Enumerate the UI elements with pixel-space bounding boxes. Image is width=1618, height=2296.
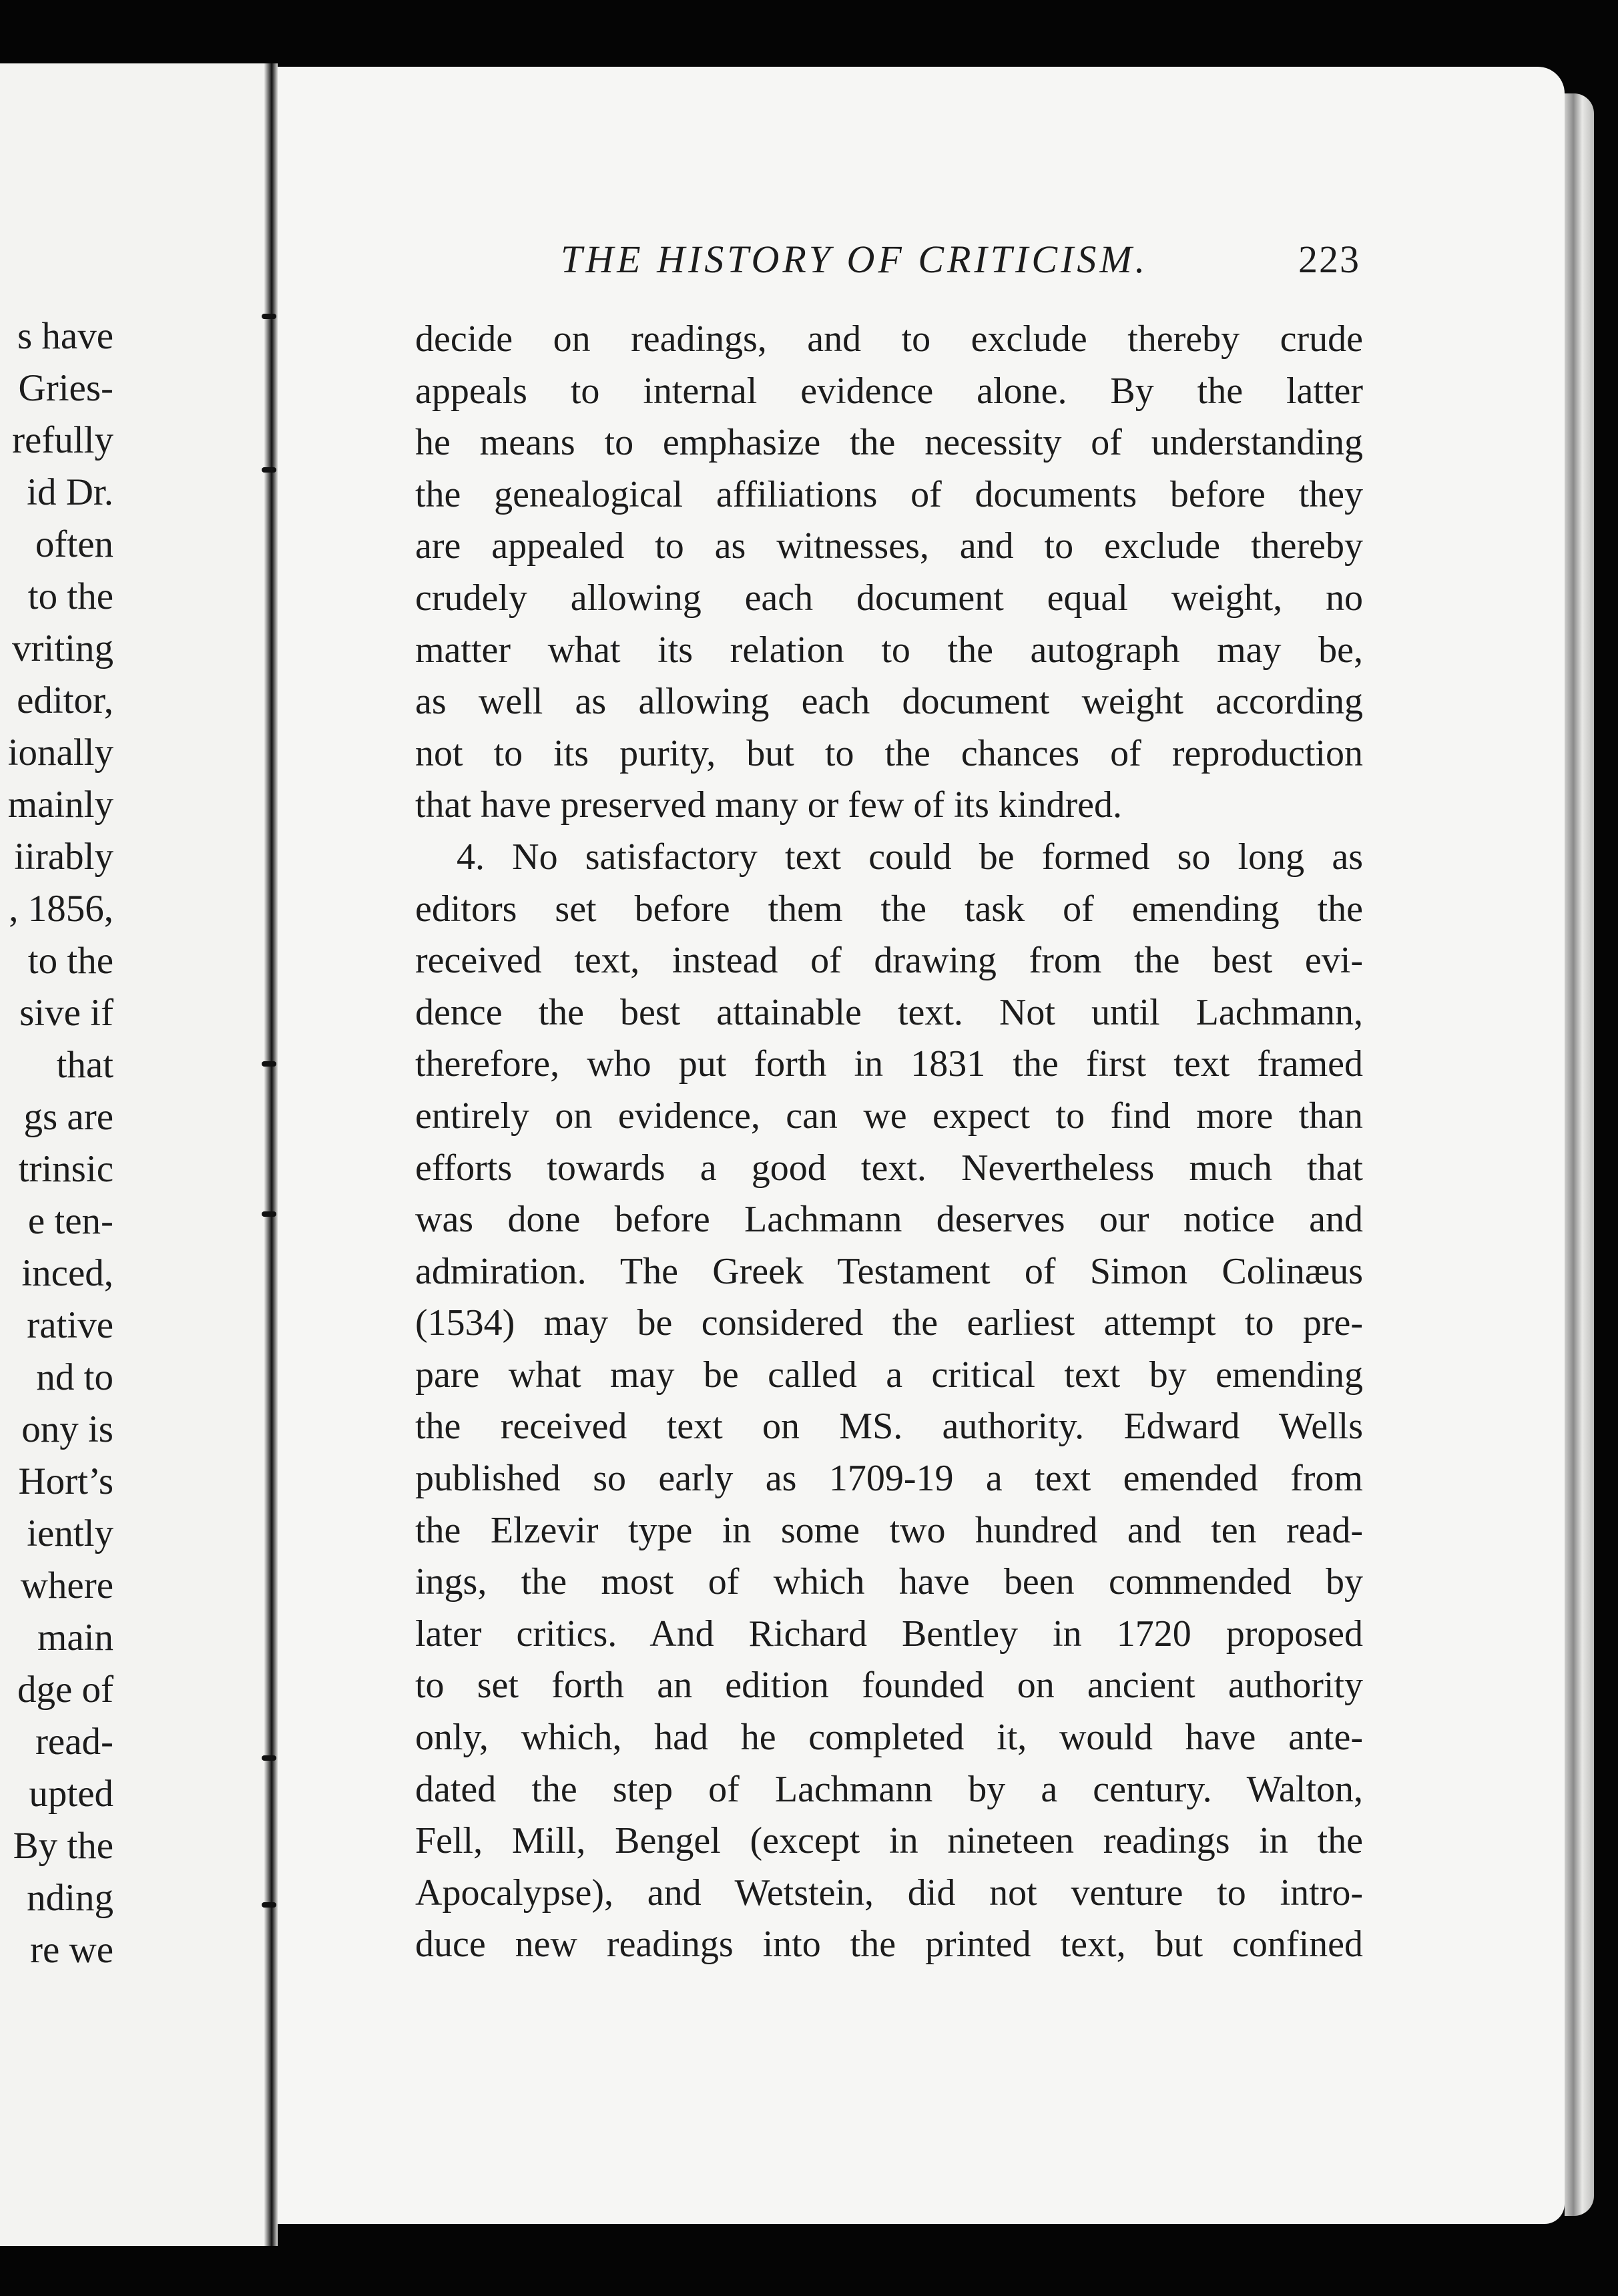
text-line: admiration. The Greek Testament of Simon Colinæus xyxy=(415,1250,1363,1292)
binding-stitch xyxy=(262,1061,276,1067)
text-line: therefore, who put forth in 1831 the first text framed xyxy=(415,1043,1363,1085)
left-page-fragment: ony is xyxy=(21,1408,113,1450)
binding-stitch xyxy=(262,314,276,319)
left-page-fragment: rative xyxy=(27,1304,113,1346)
text-line: ings, the most of which have been commended by xyxy=(415,1561,1363,1603)
text-line: Fell, Mill, Bengel (except in nineteen readings in the xyxy=(415,1820,1363,1862)
text-line: editors set before them the task of emending the xyxy=(415,888,1363,930)
page-edge xyxy=(1565,93,1594,2216)
text-line: not to its purity, but to the chances of reproduction xyxy=(415,732,1363,774)
page-number: 223 xyxy=(1298,238,1360,281)
binding-stitch xyxy=(262,467,276,473)
text-line: crudely allowing each document equal weight, no xyxy=(415,577,1363,619)
left-page-fragment: By the xyxy=(13,1825,113,1867)
text-line: the genealogical affiliations of documents before they xyxy=(415,473,1363,515)
left-page-fragment: main xyxy=(37,1617,113,1659)
left-page-fragment: e ten- xyxy=(27,1200,113,1242)
paragraph-start-line: 4. No satisfactory text could be formed so long as xyxy=(457,836,1363,878)
text-line: to set forth an edition founded on ancient authority xyxy=(415,1665,1363,1707)
left-page-fragment: upted xyxy=(29,1773,113,1815)
text-line: was done before Lachmann deserves our notice and xyxy=(415,1199,1363,1241)
left-page-fragment: read- xyxy=(35,1721,113,1763)
left-page-fragment: trinsic xyxy=(18,1148,113,1190)
text-line: efforts towards a good text. Nevertheless much that xyxy=(415,1147,1363,1189)
text-line: as well as allowing each document weight according xyxy=(415,681,1363,723)
binding-stitch xyxy=(262,1755,276,1761)
text-line: published so early as 1709-19 a text emended from xyxy=(415,1458,1363,1500)
binding-stitch xyxy=(262,1211,276,1217)
left-page-fragment: Gries- xyxy=(18,367,113,409)
text-line: he means to emphasize the necessity of understanding xyxy=(415,422,1363,464)
left-page-fragment: where xyxy=(20,1564,113,1607)
left-page-fragment: sive if xyxy=(19,992,113,1034)
left-page-fragment: , 1856, xyxy=(9,888,113,930)
text-line: Apocalypse), and Wetstein, did not venture to intro- xyxy=(415,1872,1363,1914)
left-page-fragment: ionally xyxy=(7,732,113,774)
text-line: duce new readings into the printed text, but confined xyxy=(415,1924,1363,1966)
left-page-fragment: dge of xyxy=(17,1669,113,1711)
left-page-fragment: Hort’s xyxy=(18,1460,113,1502)
text-line: (1534) may be considered the earliest attempt to pre- xyxy=(415,1302,1363,1344)
left-page-fragment: re we xyxy=(30,1929,113,1971)
text-line: matter what its relation to the autograph may be, xyxy=(415,629,1363,671)
left-page-fragment: often xyxy=(35,523,113,565)
left-page-fragment: editor, xyxy=(17,679,113,722)
text-line: pare what may be called a critical text by emending xyxy=(415,1354,1363,1396)
text-line: the received text on MS. authority. Edward Wells xyxy=(415,1406,1363,1448)
text-line: dence the best attainable text. Not until Lachmann, xyxy=(415,991,1363,1033)
binding-gutter xyxy=(264,63,278,2246)
text-line: appeals to internal evidence alone. By the latter xyxy=(415,370,1363,412)
left-page-fragment: nding xyxy=(27,1877,113,1919)
left-page-fragment: inced, xyxy=(21,1252,113,1294)
left-page-fragment: iirably xyxy=(14,836,113,878)
text-line: the Elzevir type in some two hundred and ten read- xyxy=(415,1509,1363,1551)
binding-stitch xyxy=(262,1902,276,1908)
left-page-fragment: to the xyxy=(27,575,113,617)
left-page-fragment: vriting xyxy=(12,627,113,669)
left-page-fragment: iently xyxy=(27,1512,113,1554)
left-page-fragment: s have xyxy=(17,315,113,357)
text-line: are appealed to as witnesses, and to exclude thereby xyxy=(415,525,1363,567)
text-line: entirely on evidence, can we expect to find more than xyxy=(415,1095,1363,1137)
text-line: dated the step of Lachmann by a century. Walton, xyxy=(415,1768,1363,1810)
text-line: later critics. And Richard Bentley in 1720 proposed xyxy=(415,1613,1363,1655)
left-page-fragment: that xyxy=(56,1044,113,1086)
left-page-fragment: id Dr. xyxy=(27,471,113,513)
left-page-fragment: to the xyxy=(27,940,113,982)
left-page-fragment: nd to xyxy=(36,1356,113,1398)
text-line: decide on readings, and to exclude thereby crude xyxy=(415,318,1363,360)
facing-page-left xyxy=(0,63,272,2246)
page-body-text xyxy=(415,314,1363,1971)
left-page-fragment: gs are xyxy=(23,1096,113,1138)
text-line: that have preserved many or few of its kindred. xyxy=(415,784,1122,826)
running-header-title: THE HISTORY OF CRITICISM. xyxy=(561,238,1149,281)
left-page-fragment: refully xyxy=(12,419,113,461)
left-page-fragment: mainly xyxy=(7,784,113,826)
text-line: received text, instead of drawing from the best evi- xyxy=(415,940,1363,982)
text-line: only, which, had he completed it, would have ante- xyxy=(415,1717,1363,1759)
